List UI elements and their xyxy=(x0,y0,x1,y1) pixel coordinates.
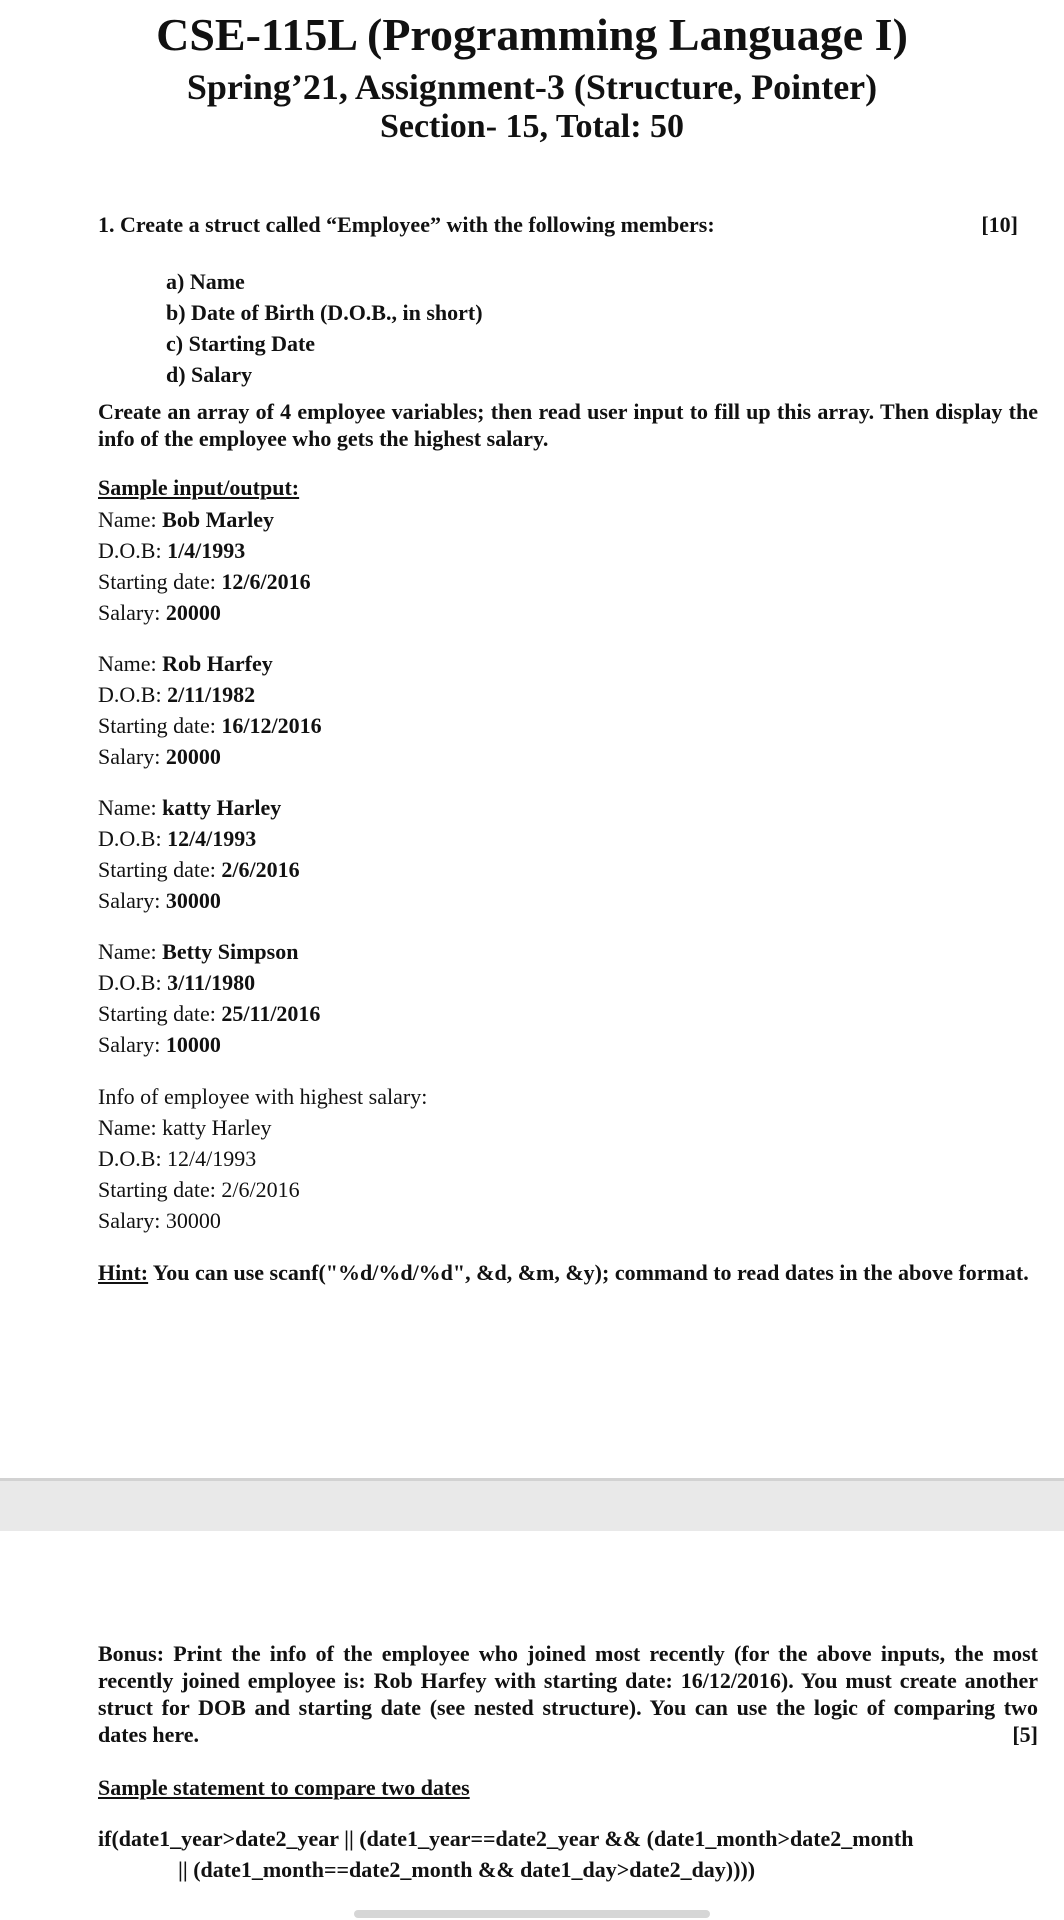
name-label: Name: xyxy=(98,795,163,820)
assignment-subtitle: Spring’21, Assignment-3 (Structure, Pointer) xyxy=(186,67,878,107)
name-label: Name: xyxy=(98,507,163,532)
employee-record xyxy=(98,936,320,1060)
hint-paragraph xyxy=(98,1259,1038,1286)
question-1-text: 1. Create a struct called “Employee” with the following members: xyxy=(98,212,715,237)
bonus-marks: [5] xyxy=(1012,1722,1038,1747)
dob-label: D.O.B: xyxy=(98,970,168,995)
start-label: Starting date: xyxy=(98,1001,222,1026)
salary-value: 30000 xyxy=(165,888,221,913)
member-item: c) Starting Date xyxy=(166,331,316,356)
dob-value: 12/4/1993 xyxy=(167,826,257,851)
name-value: katty Harley xyxy=(162,795,282,820)
salary-label: Salary: xyxy=(98,1032,166,1057)
dob-value: 2/11/1982 xyxy=(167,682,256,707)
output-line: Info of employee with highest salary: xyxy=(98,1084,428,1109)
start-label: Starting date: xyxy=(98,857,222,882)
hint-label: Hint: xyxy=(98,1260,149,1285)
name-label: Name: xyxy=(98,939,163,964)
name-value: Rob Harfey xyxy=(162,651,273,676)
employee-record xyxy=(98,792,300,916)
compare-title: Sample statement to compare two dates xyxy=(98,1775,470,1800)
salary-value: 20000 xyxy=(165,600,221,625)
start-value: 16/12/2016 xyxy=(221,713,322,738)
dob-label: D.O.B: xyxy=(98,538,168,563)
dob-value: 1/4/1993 xyxy=(167,538,246,563)
compare-code-line-2: || (date1_month==date2_month && date1_day>date2_day)))) xyxy=(178,1857,756,1882)
salary-label: Salary: xyxy=(98,888,166,913)
start-label: Starting date: xyxy=(98,713,222,738)
salary-value: 10000 xyxy=(165,1032,221,1057)
dob-label: D.O.B: xyxy=(98,826,168,851)
output-line: D.O.B: 12/4/1993 xyxy=(98,1146,257,1171)
member-item: d) Salary xyxy=(166,362,253,387)
start-value: 12/6/2016 xyxy=(221,569,311,594)
member-list xyxy=(166,266,483,390)
employee-record xyxy=(98,648,322,772)
start-value: 2/6/2016 xyxy=(221,857,300,882)
compare-code-line-1: if(date1_year>date2_year || (date1_year==date2_year && (date1_month>date2_month xyxy=(98,1826,914,1851)
member-item: b) Date of Birth (D.O.B., in short) xyxy=(166,300,483,325)
start-label: Starting date: xyxy=(98,569,222,594)
dob-label: D.O.B: xyxy=(98,682,168,707)
question-1-marks: [10] xyxy=(981,212,1018,237)
output-line: Salary: 30000 xyxy=(98,1208,221,1233)
member-item: a) Name xyxy=(166,269,245,294)
name-label: Name: xyxy=(98,651,163,676)
output-line: Name: katty Harley xyxy=(98,1115,272,1140)
highest-salary-output xyxy=(98,1081,427,1236)
sample-io-title: Sample input/output: xyxy=(98,475,300,500)
section-total: Section- 15, Total: 50 xyxy=(379,108,685,145)
question-1 xyxy=(98,212,1018,238)
bonus-paragraph xyxy=(98,1640,1038,1748)
output-line: Starting date: 2/6/2016 xyxy=(98,1177,300,1202)
name-value: Bob Marley xyxy=(162,507,274,532)
salary-label: Salary: xyxy=(98,600,166,625)
page-gap xyxy=(0,1478,1064,1531)
salary-value: 20000 xyxy=(165,744,221,769)
dob-value: 3/11/1980 xyxy=(167,970,256,995)
scrollbar-handle[interactable] xyxy=(354,1910,710,1918)
question-1-instruction: Create an array of 4 employee variables; then read user input to fill up this array. Then display the info of the employee who gets the highest salary. xyxy=(98,399,1038,451)
name-value: Betty Simpson xyxy=(162,939,299,964)
start-value: 25/11/2016 xyxy=(221,1001,321,1026)
hint-text: You can use scanf("%d/%d/%d", &d, &m, &y); command to read dates in the above format. xyxy=(148,1260,1029,1285)
page-title: CSE-115L (Programming Language I) xyxy=(156,9,908,60)
salary-label: Salary: xyxy=(98,744,166,769)
employee-record xyxy=(98,504,311,628)
bonus-text: Bonus: Print the info of the employee who joined most recently (for the above inputs, the most recently joined employee is: Rob Harfey with starting date: 16/12/2016). You must create another struct for DOB and starting date (see nested structure). You can use the logic of comparing two dates here. xyxy=(98,1641,1038,1747)
